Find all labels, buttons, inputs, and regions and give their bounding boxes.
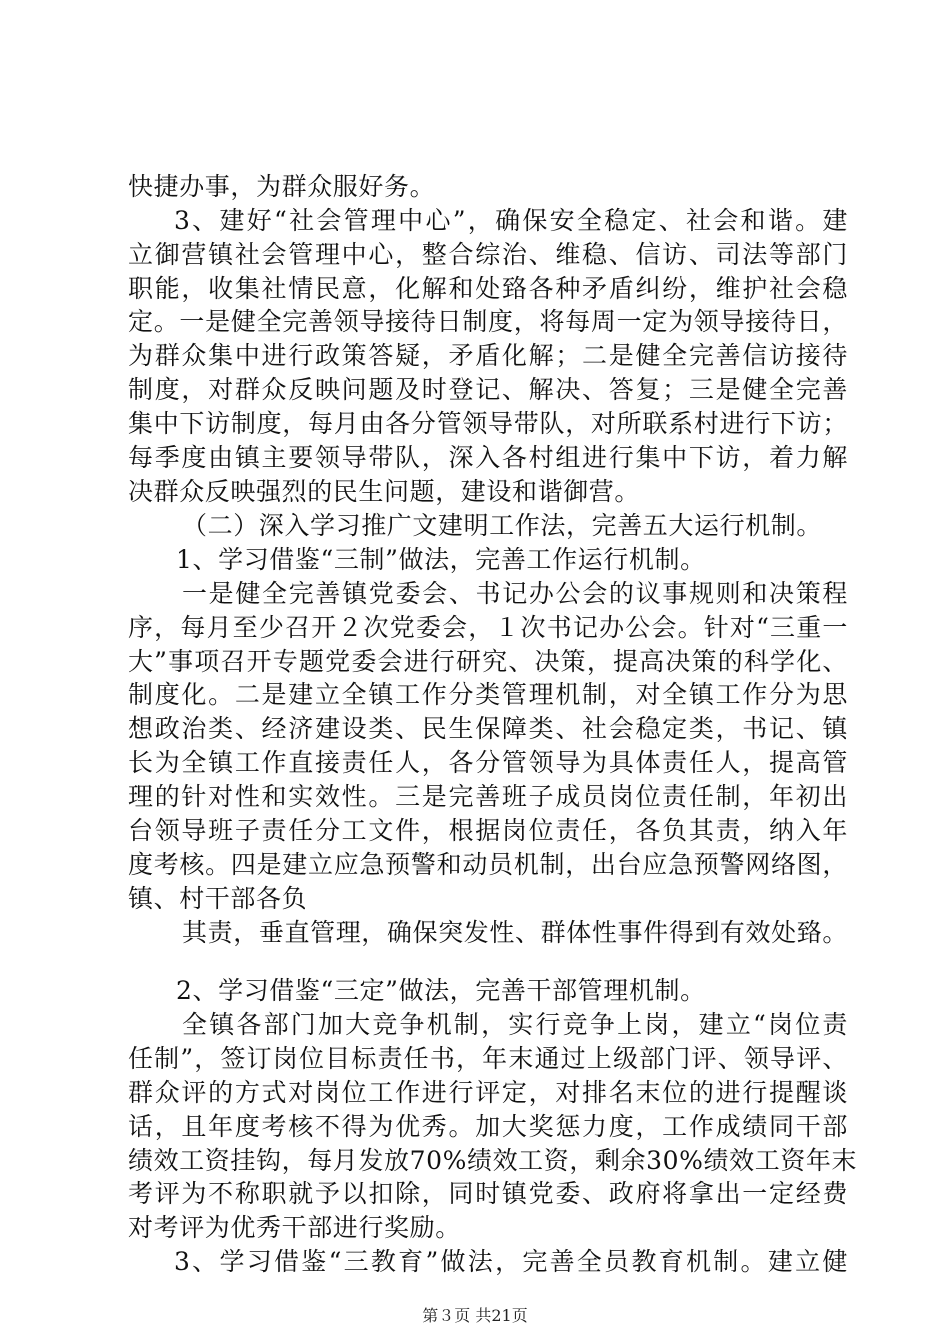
body-text-line: 大”事项召开专题党委会进行研究、决策，提高决策的科学化、 [128, 647, 848, 676]
body-text-line: 话，且年度考核不得为优秀。加大奖惩力度，工作成绩同干部 [128, 1112, 848, 1141]
body-text-line: 群众评的方式对岗位工作进行评定，对排名末位的进行提醒谈 [128, 1078, 848, 1107]
body-text-line: 决群众反映强烈的民生问题，建设和谐御营。 [128, 477, 641, 506]
body-text-line: 制度化。二是建立全镇工作分类管理机制，对全镇工作分为思 [128, 680, 848, 709]
section-heading: （二）深入学习推广文建明工作法，完善五大运行机制。 [182, 511, 823, 540]
subsection-heading: 1、学习借鉴“三制”做法，完善工作运行机制。 [176, 545, 706, 574]
body-text-line: 3、建好“社会管理中心”，确保安全稳定、社会和谐。建 [174, 206, 848, 235]
body-text-line: 职能，收集社情民意，化解和处臵各种矛盾纠纷，维护社会稳 [128, 274, 848, 303]
body-text-line: 其责，垂直管理，确保突发性、群体性事件得到有效处臵。 [182, 918, 848, 947]
body-text-line: 理的针对性和实效性。三是完善班子成员岗位责任制，年初出 [128, 782, 848, 811]
body-text-line: 制度，对群众反映问题及时登记、解决、答复；三是健全完善 [128, 375, 848, 404]
body-text-line: 为群众集中进行政策答疑，矛盾化解；二是健全完善信访接待 [128, 341, 848, 370]
body-text-line: 每季度由镇主要领导带队，深入各村组进行集中下访，着力解 [128, 443, 848, 472]
subsection-heading: 2、学习借鉴“三定”做法，完善干部管理机制。 [176, 976, 706, 1005]
body-text-line: 想政治类、经济建设类、民生保障类、社会稳定类，书记、镇 [128, 714, 848, 743]
body-text-line: 3、学习借鉴“三教育”做法，完善全员教育机制。建立健 [174, 1247, 848, 1276]
page-number-footer: 第３页 共21页 [422, 1306, 528, 1325]
body-text-line: 序，每月至少召开２次党委会，１次书记办公会。针对“三重一 [128, 613, 848, 642]
body-text-line: 考评为不称职就予以扣除，同时镇党委、政府将拿出一定经费 [128, 1179, 848, 1208]
body-text-line: 镇、村干部各负 [128, 884, 308, 913]
body-text-line: 快捷办事，为群众服好务。 [128, 172, 436, 201]
body-text-line: 集中下访制度，每月由各分管领导带队，对所联系村进行下访； [128, 409, 848, 438]
body-text-line: 定。一是健全完善领导接待日制度，将每周一定为领导接待日， [128, 307, 848, 336]
body-text-line: 长为全镇工作直接责任人，各分管领导为具体责任人，提高管 [128, 748, 848, 777]
body-text-line: 一是健全完善镇党委会、书记办公会的议事规则和决策程 [182, 579, 848, 608]
body-text-line: 度考核。四是建立应急预警和动员机制，出台应急预警网络图， [128, 850, 848, 879]
body-text-line: 任制”，签订岗位目标责任书，年末通过上级部门评、领导评、 [128, 1044, 848, 1073]
body-text-line: 台领导班子责任分工文件，根据岗位责任，各负其责，纳入年 [128, 816, 848, 845]
body-text-line: 对考评为优秀干部进行奖励。 [128, 1213, 461, 1242]
body-text-line: 立御营镇社会管理中心，整合综治、维稳、信访、司法等部门 [128, 240, 848, 269]
body-text-line: 全镇各部门加大竞争机制，实行竞争上岗，建立“岗位责 [182, 1010, 848, 1039]
body-text-line: 绩效工资挂钩，每月发放70%绩效工资，剩余30%绩效工资年末 [128, 1146, 858, 1175]
